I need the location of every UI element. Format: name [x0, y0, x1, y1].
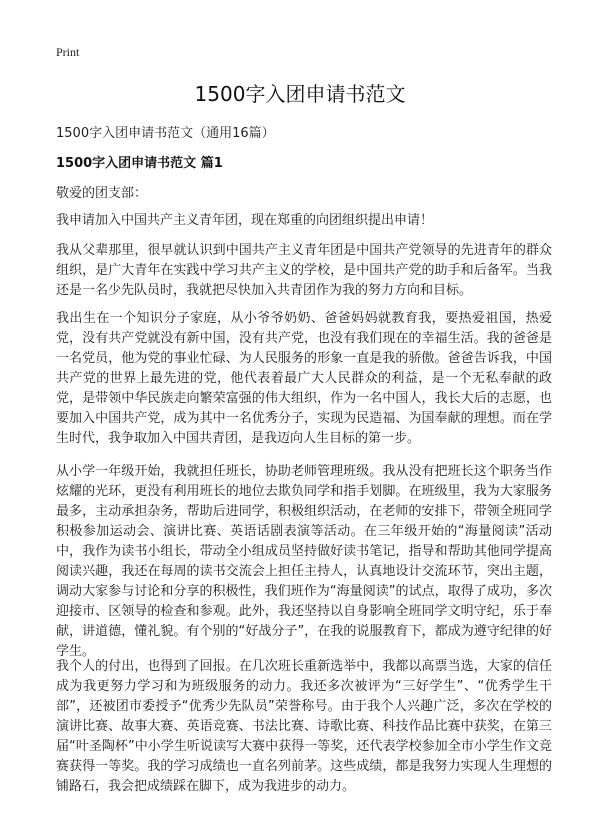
print-link[interactable]: Print: [56, 45, 80, 59]
paragraph-application-statement: 我申请加入中国共产主义青年团，现在郑重的向团组织提出申请！: [56, 213, 434, 228]
paragraph-class-monitor: 从小学一年级开始，我就担任班长，协助老师管理班级。我从没有把班长这个职务当作炫耀的光环，更没有利用班长的地位去欺负同学和指手划脚。在班级里，我为大家服务最多，主动承担杂务，帮助后进同学，积极组织活动，在老师的安排下，带领全班同学积极参加运动会、演讲比赛、英语话剧表演等活动。在三年级开始的“海量阅读”活动中，我作为读书小组长，带动全小组成员坚持做好读书笔记，指导和帮助其他同学提高阅读兴趣，我还在每周的读书交流会上担任主持人，认真地设计交流环节，突出主题，调动大家参与讨论和分享的积极性，我们班作为“海量阅读”的试点，取得了成功，多次迎接市、区领导的检查和参观。此外，我还坚持以自身影响全班同学文明守纪，乐于奉献，讲道德，懂礼貌。有个别的“好战分子”，在我的说服教育下，都成为遵守纪律的好学生。: [56, 464, 552, 659]
salutation: 敬爱的团支部：: [56, 186, 148, 201]
page-title: 1500字入团申请书范文: [194, 82, 406, 106]
paragraph-achievements: 我个人的付出，也得到了回报。在几次班长重新选举中，我都以高票当选，大家的信任成为我更努力学习和为班级服务的动力。我还多次被评为“三好学生”、“优秀学生干部”，还被团市委授予“优秀少先队员”荣誉称号。由于我个人兴趣广泛，多次在学校的演讲比赛、故事大赛、英语竞赛、书法比赛、诗歌比赛、科技作品比赛中获奖，在第三届“叶圣陶杯”中小学生听说读写大赛中获得一等奖，还代表学校参加全市小学生作文竞赛获得一等奖。我的学习成绩也一直名列前茅。这些成绩，都是我努力实现人生理想的铺路石，我会把成绩踩在脚下，成为我进步的动力。: [56, 659, 552, 794]
paragraph-family-background: 我出生在一个知识分子家庭，从小爷爷奶奶、爸爸妈妈就教育我，要热爱祖国，热爱党，没有共产党就没有新中国，没有共产党，也没有我们现在的幸福生活。我的爸爸是一名党员，他为党的事业忙碌、为人民服务的形象一直是我的骄傲。爸爸告诉我，中国共产党的世界上最先进的党，他代表着最广大人民群众的利益，是一个无私奉献的政党，是带领中华民族走向繁荣富强的伟大组织，作为一名中国人，我长大后的志愿，也要加入中国共产党，成为其中一名优秀分子，实现为民造福、为国奉献的理想。而在学生时代，我争取加入中国共青团，是我迈向人生目标的第一步。: [56, 311, 552, 446]
section-heading: 1500字入团申请书范文 篇1: [56, 156, 223, 171]
paragraph-understanding: 我从父辈那里，很早就认识到中国共产主义青年团是中国共产党领导的先进青年的群众组织，是广大青年在实践中学习共产主义的学校，是中国共产党的助手和后备军。当我还是一名少先队员时，我就把尽快加入共青团作为我的努力方向和目标。: [56, 243, 552, 298]
document-subtitle: 1500字入团申请书范文（通用16篇）: [56, 126, 275, 141]
